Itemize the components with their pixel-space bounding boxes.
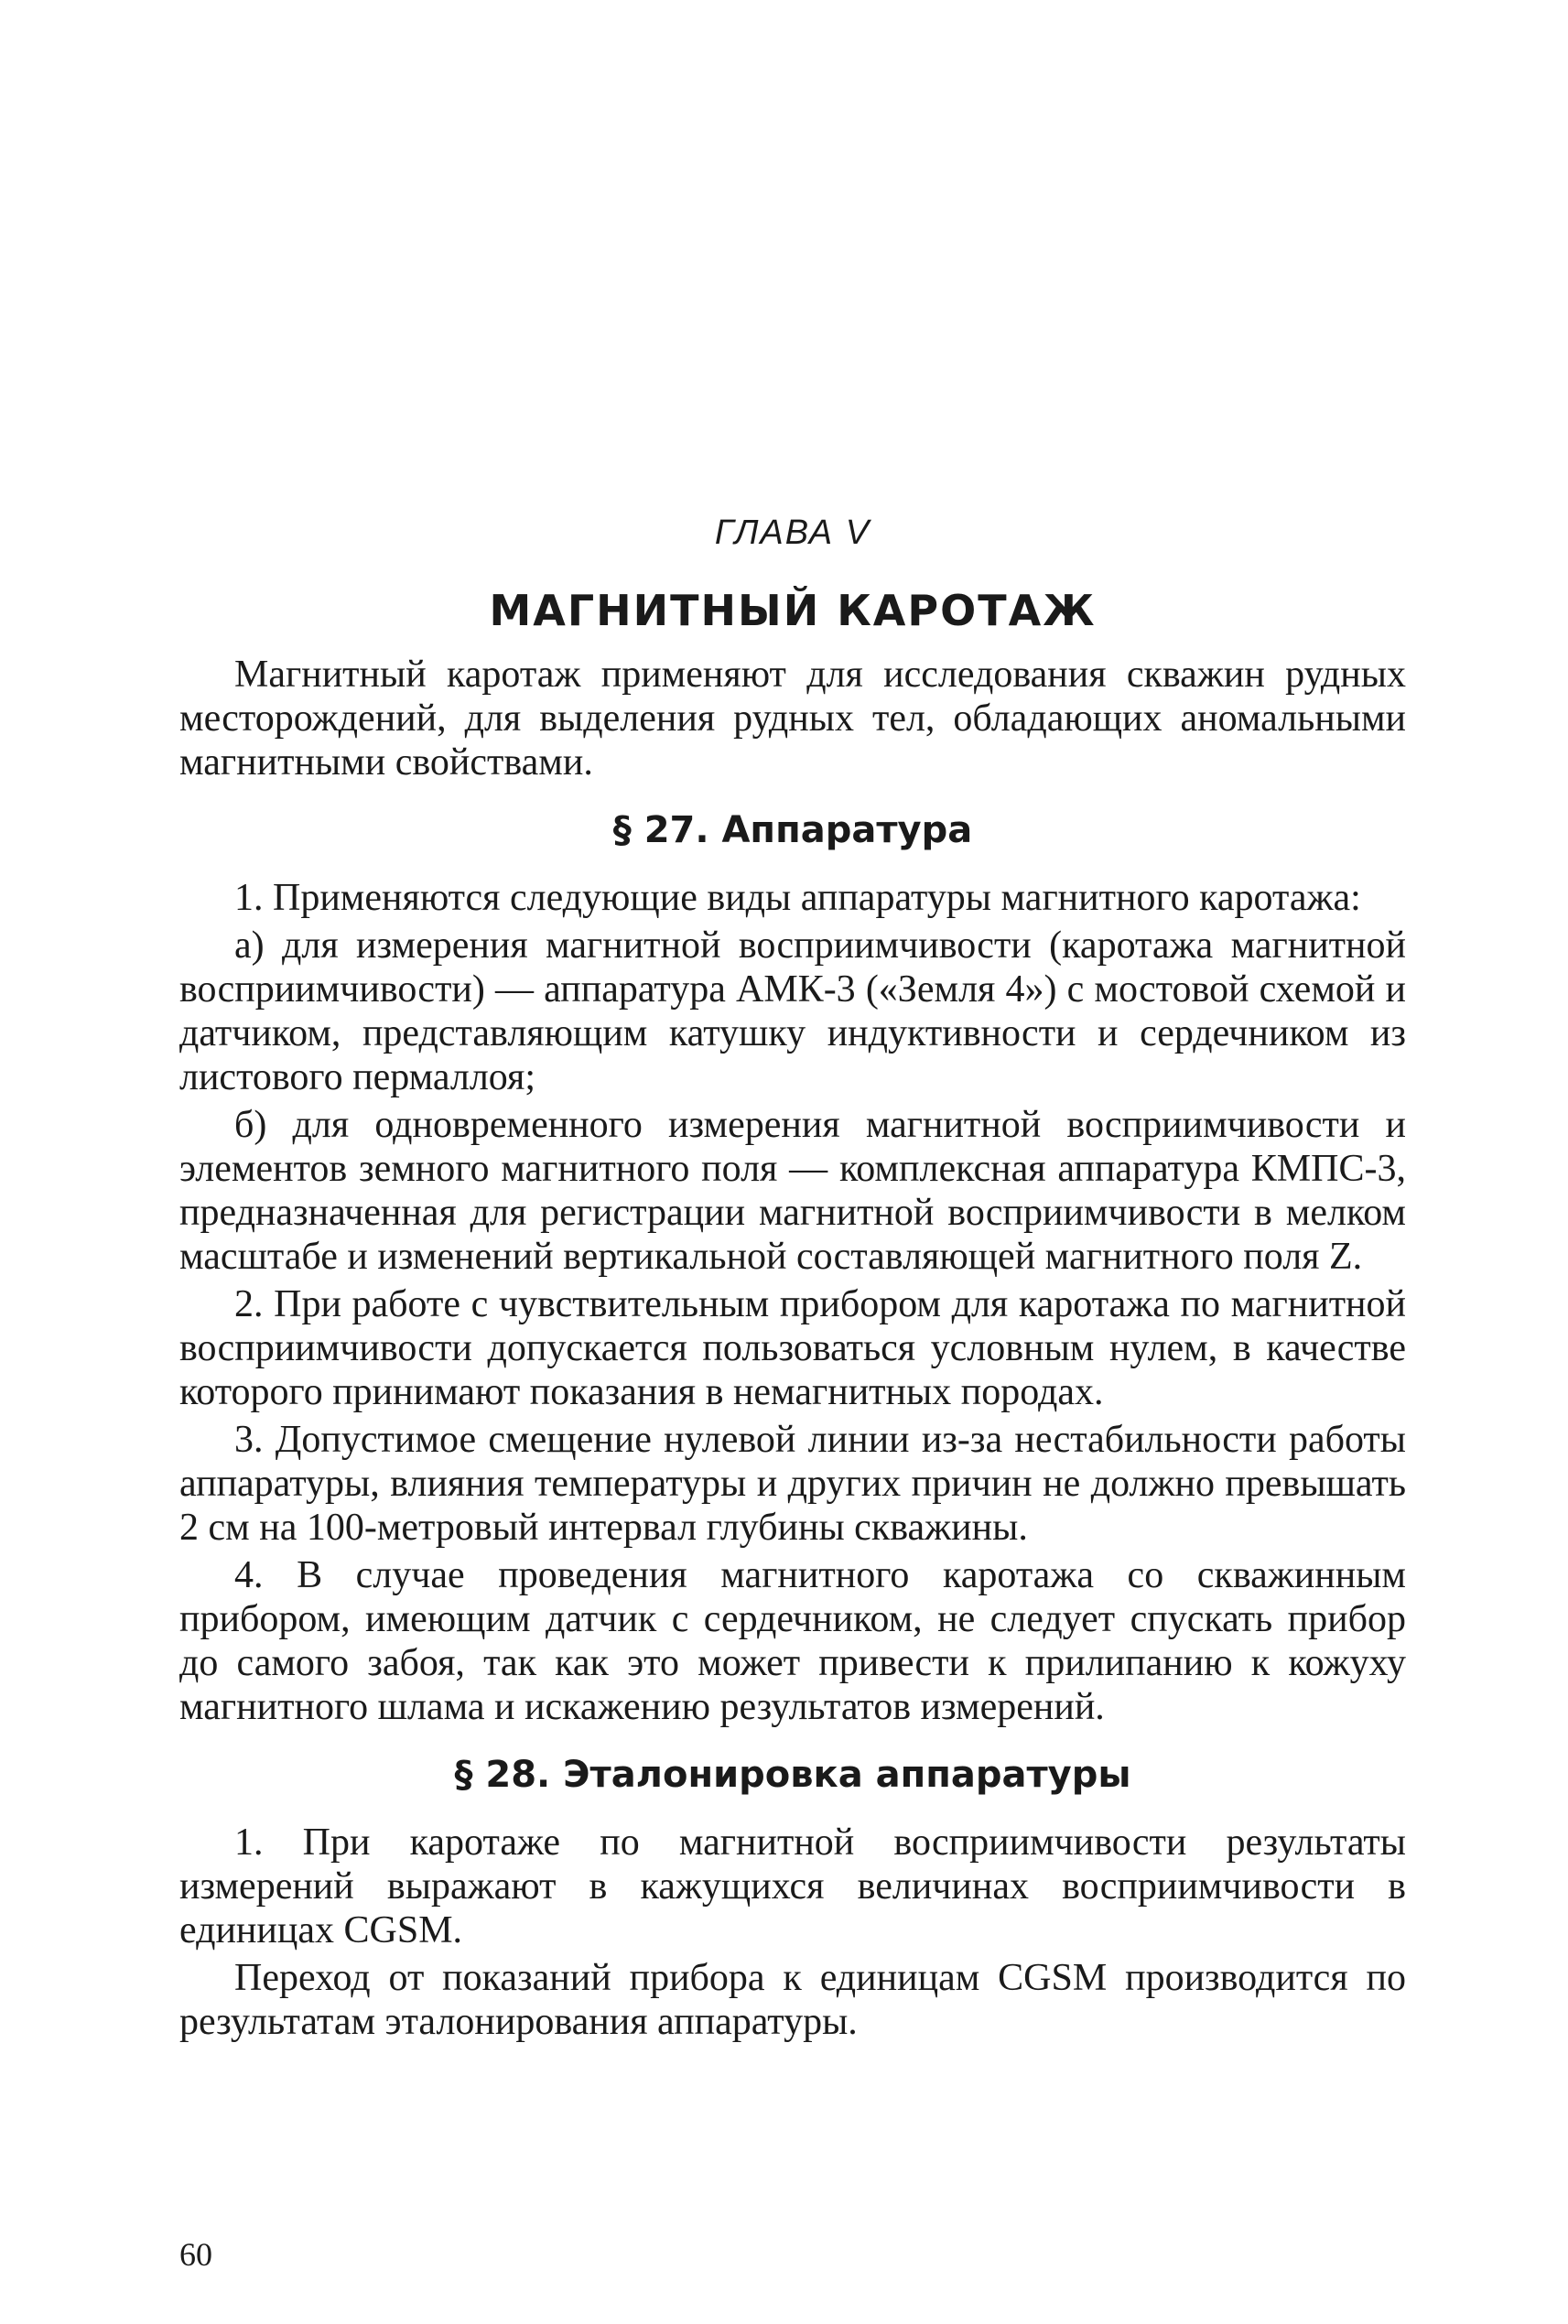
chapter-label: ГЛАВА V bbox=[714, 513, 871, 552]
section-28-paragraph: 1. При каротаже по магнитной восприимчивости результаты измерений выражают в кажущихся величинах восприимчивости в единицах CGSM. bbox=[179, 1821, 1406, 1951]
section-27-paragraph: б) для одновременного измерения магнитной восприимчивости и элементов земного магнитного поля — комплексная аппаратура КМПС-3, предназначенная для регистрации магнитной восприимчивости в мелком масштабе и изменений вертикальной составляющей магнитного поля Z. bbox=[179, 1103, 1406, 1278]
section-27-paragraph: 3. Допустимое смещение нулевой линии из-за нестабильности работы аппаратуры, влияния температуры и других причин не должно превышать 2 см на 100-метровый интервал глубины скважины. bbox=[179, 1418, 1406, 1549]
section-27-title: § 27. Аппаратура bbox=[612, 808, 973, 851]
section-27-paragraph: 1. Применяются следующие виды аппаратуры магнитного каротажа: bbox=[234, 876, 1361, 919]
chapter-intro: Магнитный каротаж применяют для исследования скважин рудных месторождений, для выделения рудных тел, обладающих аномальными магнитными свойствами. bbox=[179, 653, 1406, 784]
section-28-title: § 28. Эталонировка аппаратуры bbox=[454, 1753, 1131, 1796]
section-27-paragraph: а) для измерения магнитной восприимчивости (каротажа магнитной восприимчивости) — аппаратура АМК-3 («Земля 4») с мостовой схемой и датчиком, представляющим катушку индуктивности и сердечником из листового пермаллоя; bbox=[179, 924, 1406, 1098]
page-number: 60 bbox=[179, 2236, 212, 2273]
page-body bbox=[179, 513, 1406, 2044]
chapter-title: МАГНИТНЫЙ КАРОТАЖ bbox=[489, 585, 1097, 635]
section-27-paragraph: 2. При работе с чувствительным прибором для каротажа по магнитной восприимчивости допускается пользоваться условным нулем, в качестве которого принимают показания в немагнитных породах. bbox=[179, 1282, 1406, 1413]
section-28-paragraph: Переход от показаний прибора к единицам CGSM производится по результатам эталонирования аппаратуры. bbox=[179, 1956, 1406, 2043]
section-27-paragraph: 4. В случае проведения магнитного каротажа со скважинным прибором, имеющим датчик с сердечником, не следует спускать прибор до самого забоя, так как это может привести к прилипанию к кожуху магнитного шлама и искажению результатов измерений. bbox=[179, 1553, 1406, 1728]
